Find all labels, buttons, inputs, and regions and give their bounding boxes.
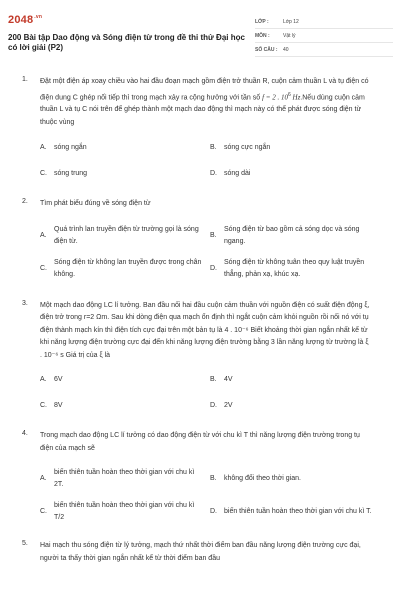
question-1 [0,76,400,180]
option-b[interactable]: B. Sóng điện từ bao gồm cả sóng dọc và sóng ngang. [210,225,360,245]
answer-options [40,467,380,524]
option-c[interactable]: C. biến thiên tuần hoàn theo thời gian với chu kì T/2 [40,502,195,522]
worksheet-header [0,0,400,60]
question-number: 4. [22,430,28,438]
question-stem: Hai mạch thu sóng điện từ lý tưởng, mạch thứ nhất thời điểm ban đầu năng lượng điện trường cực đại, người ta thấy thời gian ngắn nhất kể từ thời điểm ban đầu [40,542,361,562]
option-a[interactable]: A. biến thiên tuần hoàn theo thời gian với chu kì 2T. [40,469,195,489]
question-5 [0,540,400,565]
question-3 [0,300,400,413]
answer-options [40,142,380,180]
meta-row-count: SỐ CÂU : 40 [255,43,393,57]
option-a[interactable]: A. 6V [40,376,63,384]
brand-logo[interactable]: $2048^{.vn}$ [8,14,43,26]
meta-row-subject: MÔN : Vật lý [255,29,393,43]
option-c[interactable]: C. 8V [40,402,63,410]
option-a[interactable]: A. sóng ngắn [40,144,87,152]
option-b[interactable]: B. không đổi theo thời gian. [210,475,301,483]
question-2 [0,198,400,281]
question-stem: Đặt một điện áp xoay chiều vào hai đầu đoạn mạch gồm điện trở thuần R, cuộn cảm thuần L và tụ điện có điện dung C ghép nối tiếp thì trong mạch xảy ra cộng hưởng với tần số f = 2 . $10^6$ Hz.Nếu dùng cuộn cảm thuần L và tụ C nói trên để ghép thành một mạch dao động thì mạch này có thể phát được sóng điện từ thuộc vùng [40,78,369,126]
option-d[interactable]: D. sóng dài [210,170,251,178]
question-number: 1. [22,76,28,83]
question-number: 3. [22,299,28,307]
option-b[interactable]: B. 4V [210,376,233,384]
question-stem: Tìm phát biểu đúng về sóng điện từ [40,200,151,208]
answer-options [40,374,380,412]
question-list [0,76,400,565]
option-b[interactable]: B. sóng cực ngắn [210,144,271,152]
option-d[interactable]: D. 2V [210,402,233,410]
worksheet-meta [255,15,393,57]
meta-row-class: LỚP : Lớp 12 [255,15,393,29]
option-a[interactable]: A. Quá trình lan truyền điện từ trường gọi là sóng điện từ. [40,225,199,245]
option-d[interactable]: D. Sóng điện từ không tuân theo quy luật truyền thẳng, phản xạ, khúc xạ. [210,258,365,278]
question-number: 2. [22,198,28,206]
question-4 [0,430,400,524]
question-stem: Trong mạch dao động LC lí tưởng có dao động điện từ với chu kì T thì năng lượng điện trường trong tụ điện của mạch sẽ [40,432,360,452]
question-number: 5. [22,540,28,548]
question-stem: Một mạch dao động LC lí tưởng. Ban đầu nối hai đầu cuộn cảm thuần với nguồn điện có suất điện động ξ, điện trở trong r=2 Ωm. Sau khi dòng điện qua mạch ổn định thì ngắt cuộn cảm khỏi nguồn rồi nối nó với tụ điện thành mạch kín thì điện tích cực đại trên một bản tụ là 4 . 10⁻⁶ Biết khoảng thời gian ngắn nhất kể từ khi năng lượng điện trường cực đại đến khi năng lượng điện trường bằng 3 lần năng lượng từ trường là ξ . 10⁻⁶ s Giá trị của ξ là [40,301,370,359]
option-c[interactable]: C. Sóng điện từ không lan truyền được trong chân không. [40,258,202,278]
option-d[interactable]: D. biến thiên tuần hoàn theo thời gian với chu kì T. [210,508,372,516]
option-c[interactable]: C. sóng trung [40,170,88,178]
answer-options [40,224,380,281]
worksheet-title: 200 Bài tập Dao động và Sóng điện từ trong đề thi thử Đại học có lời giải (P2) [8,33,245,52]
